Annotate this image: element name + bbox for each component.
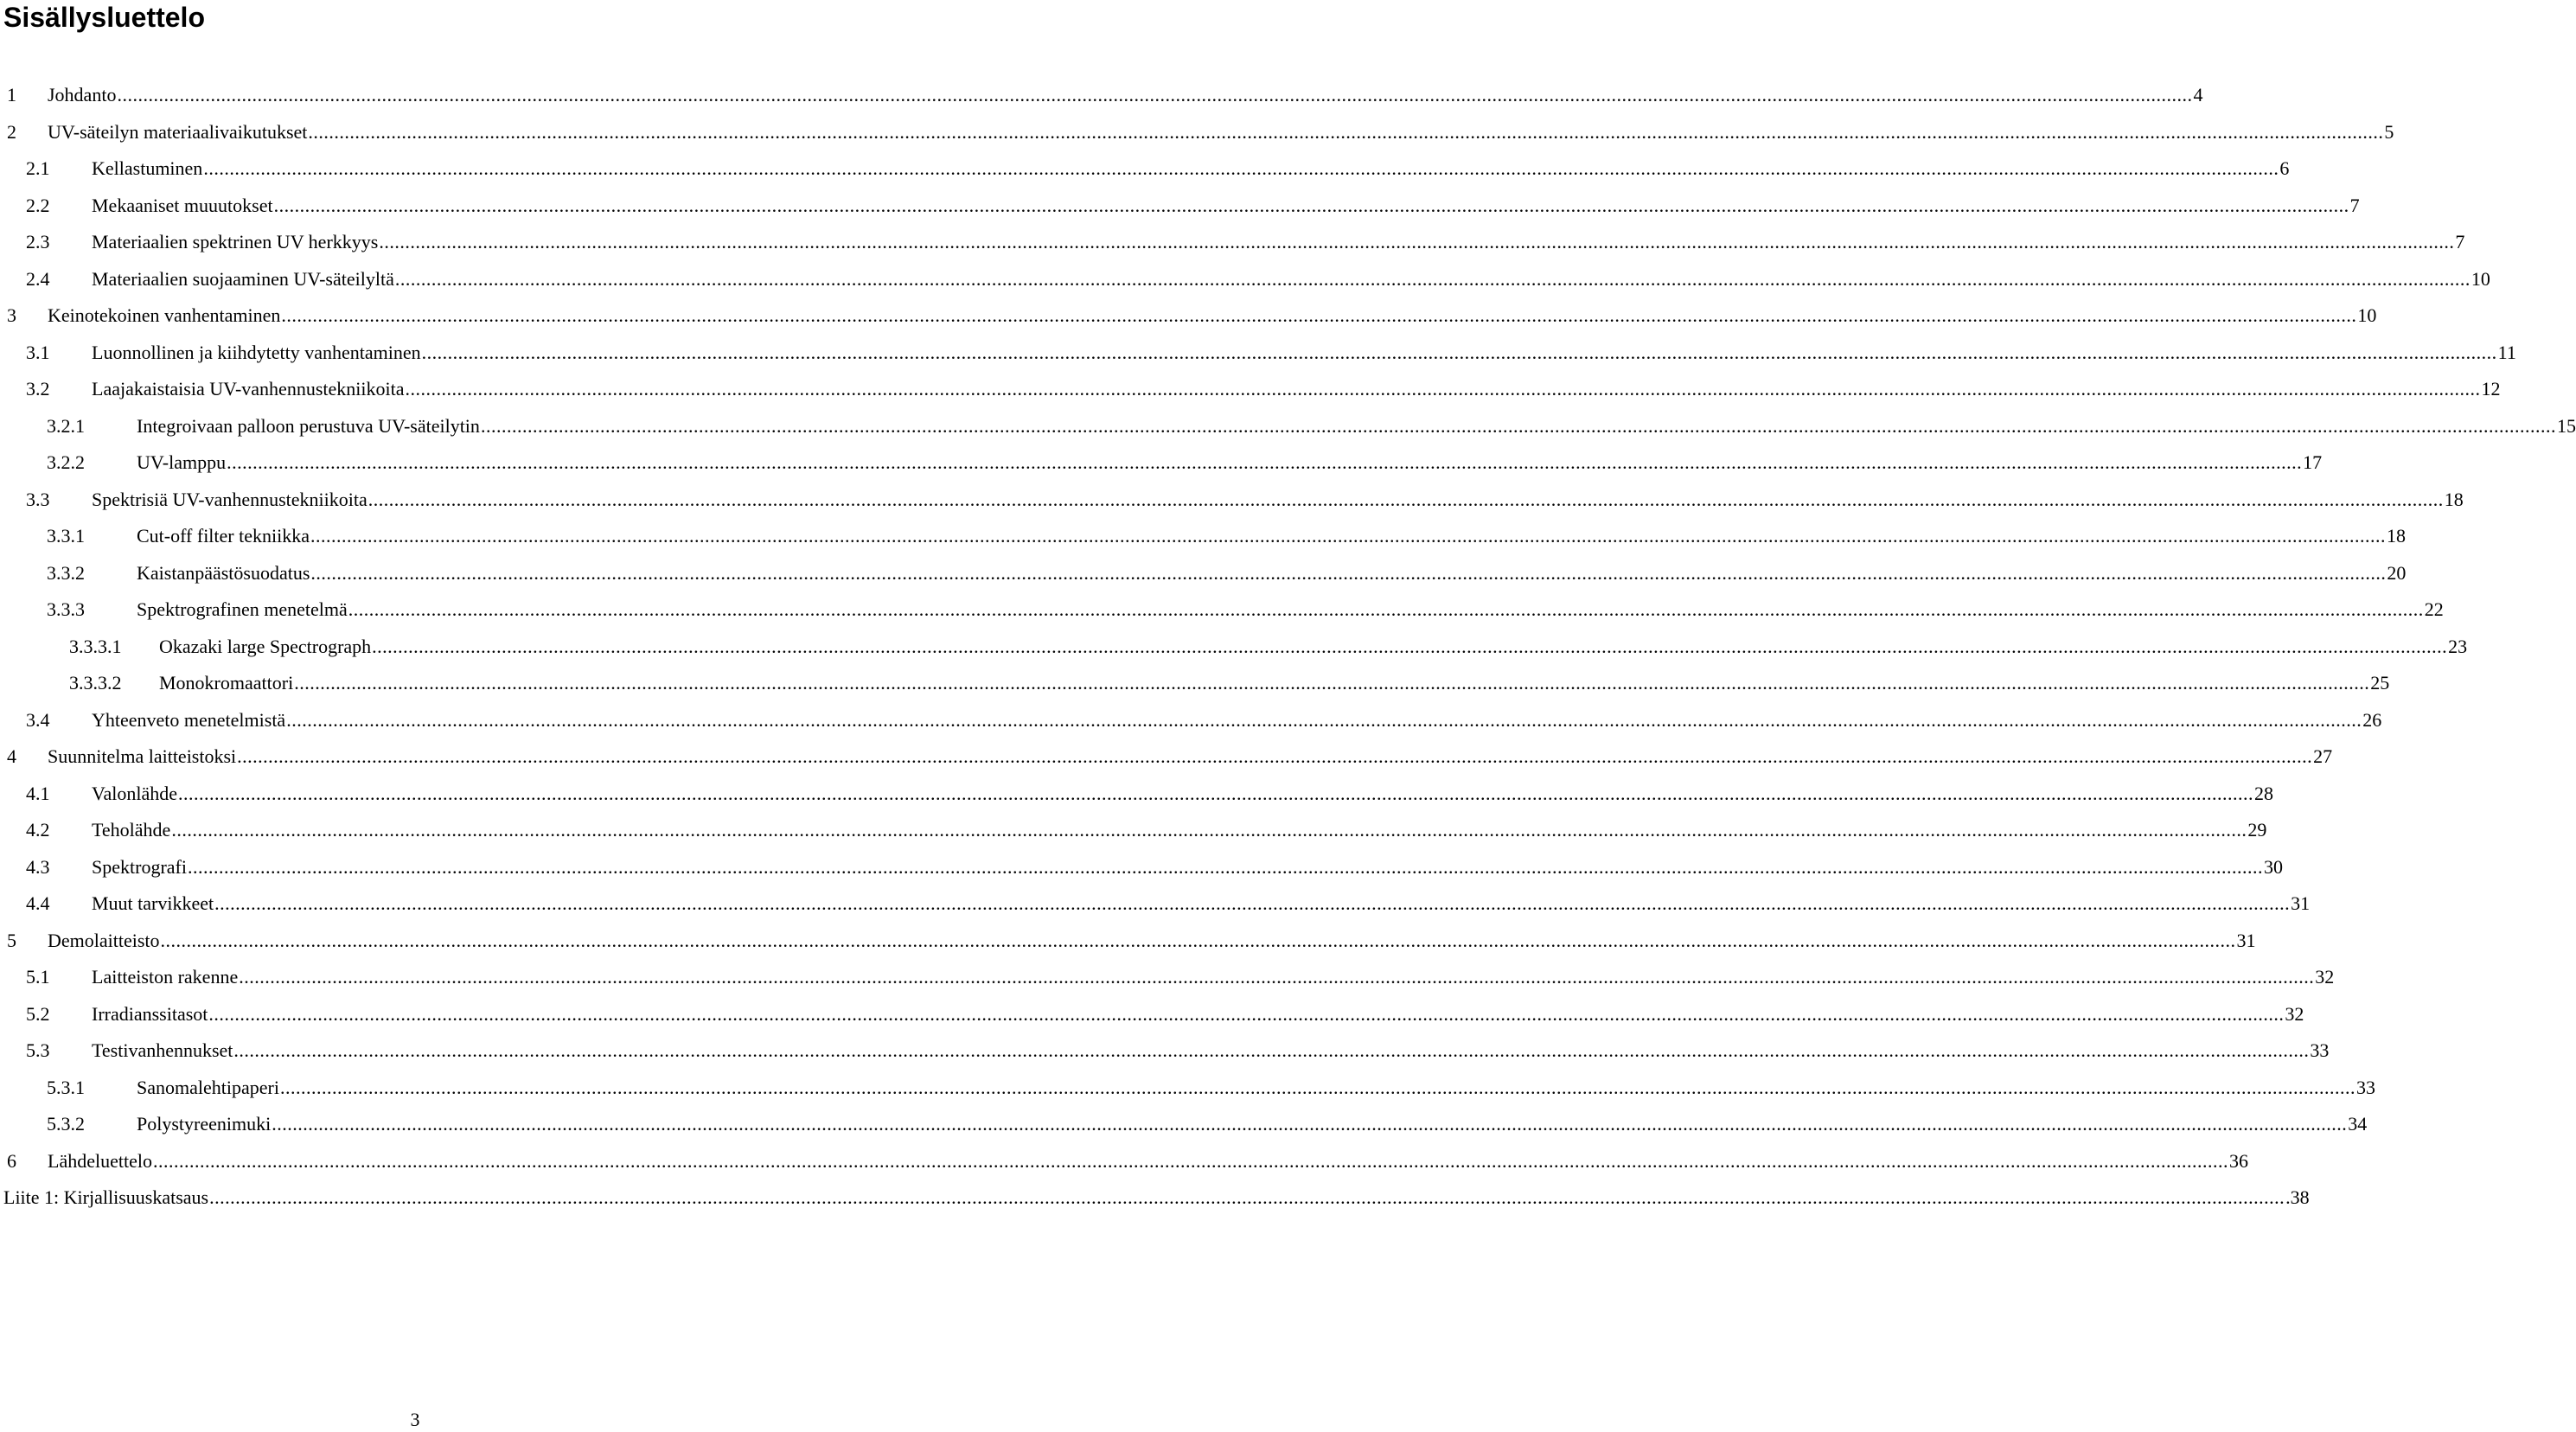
toc-entry-title: Mekaaniset muuutokset — [92, 194, 273, 216]
toc-entry[interactable] — [26, 1039, 2330, 1063]
toc-entry[interactable] — [26, 855, 2283, 879]
toc-entry-title: Muut tarvikkeet — [92, 892, 214, 914]
toc-entry-title: Yhteenveto menetelmistä — [92, 708, 286, 731]
toc-entry-page: 18 — [2444, 488, 2464, 510]
toc-entry-number: 2.1 — [26, 157, 50, 179]
dot-leader: ................................................................................................................................................................................................................................................................................................................................................................................................................ — [310, 561, 2387, 584]
toc-entry-number: 5.3.1 — [47, 1076, 85, 1098]
dot-leader: ................................................................................................................................................................................................................................................................................................................................................................................................................ — [379, 231, 2455, 253]
toc-entry[interactable] — [69, 635, 2468, 659]
toc-entry[interactable] — [26, 1002, 2304, 1026]
toc-entry-number: 5.3.2 — [47, 1113, 85, 1135]
dot-leader: ................................................................................................................................................................................................................................................................................................................................................................................................................ — [310, 525, 2386, 547]
toc-entry[interactable] — [7, 120, 2394, 144]
toc-entry-title: Materiaalien spektrinen UV herkkyys — [92, 231, 379, 253]
dot-leader: ................................................................................................................................................................................................................................................................................................................................................................................................................ — [152, 1149, 2228, 1172]
dot-leader: ................................................................................................................................................................................................................................................................................................................................................................................................................ — [214, 892, 2291, 914]
page-number: 3 — [410, 1409, 420, 1430]
dot-leader: ................................................................................................................................................................................................................................................................................................................................................................................................................ — [187, 855, 2263, 878]
toc-entry[interactable] — [26, 782, 2273, 806]
toc-entry[interactable] — [26, 341, 2516, 365]
toc-entry-title: Polystyreenimuki — [137, 1113, 272, 1135]
toc-entry-number: 3.3.2 — [47, 561, 85, 584]
toc-entry-page: 26 — [2362, 708, 2382, 731]
toc-entry-title: Suunnitelma laitteistoksi — [48, 745, 237, 767]
toc-entry-title: Liite 1: Kirjallisuuskatsaus — [3, 1186, 209, 1208]
toc-entry[interactable] — [26, 157, 2290, 181]
dot-leader: ................................................................................................................................................................................................................................................................................................................................................................................................................ — [177, 782, 2253, 804]
toc-entry-page: 15 — [2556, 414, 2576, 437]
toc-entry[interactable] — [26, 230, 2465, 254]
dot-leader: ................................................................................................................................................................................................................................................................................................................................................................................................................ — [281, 304, 2357, 326]
toc-entry[interactable] — [26, 267, 2490, 291]
toc-entry-page: 30 — [2263, 855, 2283, 878]
toc-entry[interactable] — [47, 598, 2444, 622]
toc-entry[interactable] — [7, 1149, 2248, 1173]
dot-leader: ................................................................................................................................................................................................................................................................................................................................................................................................................ — [294, 672, 2370, 694]
toc-entry-title: UV-lamppu — [137, 451, 227, 473]
dot-leader: ................................................................................................................................................................................................................................................................................................................................................................................................................ — [203, 157, 2279, 179]
toc-entry-number: 5.3 — [26, 1039, 50, 1061]
toc-entry-number: 3.2.1 — [47, 414, 85, 437]
toc-entry[interactable] — [47, 1076, 2375, 1100]
toc-entry-title: Laitteiston rakenne — [92, 966, 239, 988]
toc-entry-number: 3.3.3 — [47, 598, 85, 620]
toc-entry-number: 2.3 — [26, 231, 50, 253]
toc-entry-number: 3.2 — [26, 378, 50, 400]
toc-entry-number: 4.1 — [26, 782, 50, 804]
dot-leader: ................................................................................................................................................................................................................................................................................................................................................................................................................ — [237, 745, 2313, 767]
toc-entry-title: Integroivaan palloon perustuva UV-säteilytin — [137, 414, 480, 437]
toc-entry-page: 4 — [2193, 84, 2203, 105]
dot-leader: ................................................................................................................................................................................................................................................................................................................................................................................................................ — [286, 708, 2362, 731]
toc-entry-page: 10 — [2357, 304, 2377, 326]
toc-entry[interactable] — [26, 708, 2382, 732]
toc-entry-title: Spektrisiä UV-vanhennustekniikoita — [92, 488, 368, 510]
toc-entry[interactable] — [26, 194, 2360, 218]
toc-entry-title: Lähdeluettelo — [48, 1149, 152, 1172]
toc-entry-page: 10 — [2471, 267, 2490, 290]
dot-leader: ................................................................................................................................................................................................................................................................................................................................................................................................................ — [279, 1076, 2355, 1098]
toc-entry-number: 2.2 — [26, 194, 50, 216]
toc-entry-number: 4.4 — [26, 892, 50, 914]
toc-entry[interactable] — [26, 377, 2501, 401]
dot-leader: ................................................................................................................................................................................................................................................................................................................................................................................................................ — [208, 1002, 2285, 1025]
dot-leader: ................................................................................................................................................................................................................................................................................................................................................................................................................ — [348, 598, 2424, 620]
toc-entry-number: 5.1 — [26, 966, 50, 988]
toc-entry-number: 3 — [7, 304, 16, 326]
toc-entry[interactable] — [7, 83, 2203, 107]
toc-entry-page: 32 — [2315, 966, 2335, 988]
toc-entry-number: 3.4 — [26, 708, 50, 731]
toc-entry[interactable] — [7, 745, 2333, 769]
toc-entry-page: 18 — [2387, 525, 2406, 547]
toc-entry[interactable] — [69, 671, 2390, 695]
toc-entry-title: Sanomalehtipaperi — [137, 1076, 279, 1098]
toc-entry-page: 6 — [2279, 157, 2290, 179]
toc-entry-title: Teholähde — [92, 819, 171, 841]
toc-entry-title: Valonlähde — [92, 782, 177, 804]
toc-entry-title: Johdanto — [48, 84, 117, 105]
toc-entry[interactable] — [26, 488, 2464, 512]
toc-entry-title: Demolaitteisto — [48, 929, 160, 951]
toc-entry[interactable] — [47, 524, 2406, 548]
toc-entry-page: 23 — [2448, 635, 2468, 657]
toc-entry[interactable] — [47, 451, 2323, 475]
toc-entry-number: 4 — [7, 745, 16, 767]
toc-entry[interactable] — [7, 304, 2377, 328]
toc-entry-number: 4.2 — [26, 819, 50, 841]
dot-leader: ................................................................................................................................................................................................................................................................................................................................................................................................................ — [227, 451, 2303, 473]
dot-leader: ................................................................................................................................................................................................................................................................................................................................................................................................................ — [233, 1039, 2310, 1061]
toc-entry-title: Materiaalien suojaaminen UV-säteilyltä — [92, 267, 394, 290]
dot-leader: ................................................................................................................................................................................................................................................................................................................................................................................................................ — [405, 378, 2481, 400]
toc-entry-title: Kaistanpäästösuodatus — [137, 561, 310, 584]
toc-entry-number: 5 — [7, 929, 16, 951]
toc-entry-page: 5 — [2384, 120, 2394, 143]
toc-entry-number: 3.3.3.1 — [69, 635, 122, 657]
toc-entry-title: Luonnollinen ja kiihdytetty vanhentaminen — [92, 341, 421, 363]
toc-entry-page: 31 — [2236, 929, 2256, 951]
toc-entry-page: 34 — [2348, 1113, 2368, 1135]
toc-entry-page: 31 — [2291, 892, 2311, 914]
page-title: Sisällysluettelo — [3, 2, 205, 33]
toc-entry-page: 33 — [2310, 1039, 2330, 1061]
toc-entry[interactable] — [3, 1186, 2310, 1210]
toc-entry-page: 25 — [2370, 672, 2390, 694]
toc-entry-number: 2 — [7, 120, 16, 143]
dot-leader: ................................................................................................................................................................................................................................................................................................................................................................................................................ — [372, 635, 2448, 657]
dot-leader: ................................................................................................................................................................................................................................................................................................................................................................................................................ — [272, 1113, 2348, 1135]
toc-entry-number: 3.1 — [26, 341, 50, 363]
toc-entry-number: 3.2.2 — [47, 451, 85, 473]
toc-entry-title: Testivanhennukset — [92, 1039, 233, 1061]
dot-leader: ................................................................................................................................................................................................................................................................................................................................................................................................................ — [368, 488, 2444, 510]
dot-leader: ................................................................................................................................................................................................................................................................................................................................................................................................................ — [273, 194, 2349, 216]
toc-entry-page: 7 — [2455, 231, 2465, 253]
toc-entry-title: Cut-off filter tekniikka — [137, 525, 310, 547]
toc-entry[interactable] — [7, 929, 2256, 953]
toc-entry-page: 20 — [2387, 561, 2407, 584]
toc-entry-number: 1 — [7, 84, 16, 105]
toc-entry-page: 22 — [2424, 598, 2444, 620]
toc-entry-page: 29 — [2247, 819, 2267, 841]
toc-entry-number: 3.3.3.2 — [69, 672, 122, 694]
toc-entry-title: Keinotekoinen vanhentaminen — [48, 304, 281, 326]
toc-entry[interactable] — [47, 414, 2576, 438]
toc-entry-page: 32 — [2285, 1002, 2304, 1025]
toc-entry[interactable] — [26, 892, 2311, 916]
toc-entry-title: Kellastuminen — [92, 157, 203, 179]
toc-entry-title: Monokromaattori — [159, 672, 294, 694]
toc-entry[interactable] — [47, 561, 2407, 585]
toc-entry-page: 27 — [2313, 745, 2333, 767]
toc-entry-title: Spektrografinen menetelmä — [137, 598, 348, 620]
dot-leader: ................................................................................................................................................................................................................................................................................................................................................................................................................ — [239, 966, 2315, 988]
toc-entry[interactable] — [26, 965, 2335, 989]
toc-entry-number: 4.3 — [26, 855, 50, 878]
toc-entry-number: 3.3.1 — [47, 525, 85, 547]
toc-entry[interactable] — [26, 818, 2267, 842]
toc-entry-title: Irradianssitasot — [92, 1002, 208, 1025]
dot-leader: ................................................................................................................................................................................................................................................................................................................................................................................................................ — [308, 120, 2384, 143]
toc-entry-title: UV-säteilyn materiaalivaikutukset — [48, 120, 308, 143]
dot-leader: ................................................................................................................................................................................................................................................................................................................................................................................................................ — [160, 929, 2236, 951]
toc-entry-page: .38 — [2285, 1186, 2310, 1208]
toc-entry-page: 17 — [2303, 451, 2323, 473]
toc-entry-title: Laajakaistaisia UV-vanhennustekniikoita — [92, 378, 405, 400]
toc-entry-number: 2.4 — [26, 267, 50, 290]
toc-entry-number: 5.2 — [26, 1002, 50, 1025]
toc-entry-page: 33 — [2355, 1076, 2375, 1098]
toc-entry-page: 28 — [2253, 782, 2273, 804]
toc-entry-title: Okazaki large Spectrograph — [159, 635, 372, 657]
dot-leader: ................................................................................................................................................................................................................................................................................................................................................................................................................ — [480, 414, 2556, 437]
toc-entry-number: 3.3 — [26, 488, 50, 510]
dot-leader: ................................................................................................................................................................................................................................................................................................................................................................................................................ — [117, 84, 2193, 105]
toc-entry[interactable] — [47, 1112, 2368, 1136]
dot-leader: ................................................................................................................................................................................................................................................................................................................................................................................................................ — [421, 341, 2497, 363]
toc-entry-number: 6 — [7, 1149, 16, 1172]
dot-leader: ................................................................................................................................................................................................................................................................................................................................................................................................................ — [171, 819, 2247, 841]
toc-entry-page: 36 — [2228, 1149, 2248, 1172]
toc-entry-page: 7 — [2349, 194, 2360, 216]
dot-leader: ................................................................................................................................................................................................................................................................................................................................................................................................................ — [394, 267, 2471, 290]
toc-entry-page: 11 — [2497, 341, 2516, 363]
toc-entry-title: Spektrografi — [92, 855, 187, 878]
toc-entry-page: 12 — [2481, 378, 2501, 400]
dot-leader: ................................................................................................................................................................................................................................................................................................................................................................................................................ — [209, 1186, 2285, 1208]
